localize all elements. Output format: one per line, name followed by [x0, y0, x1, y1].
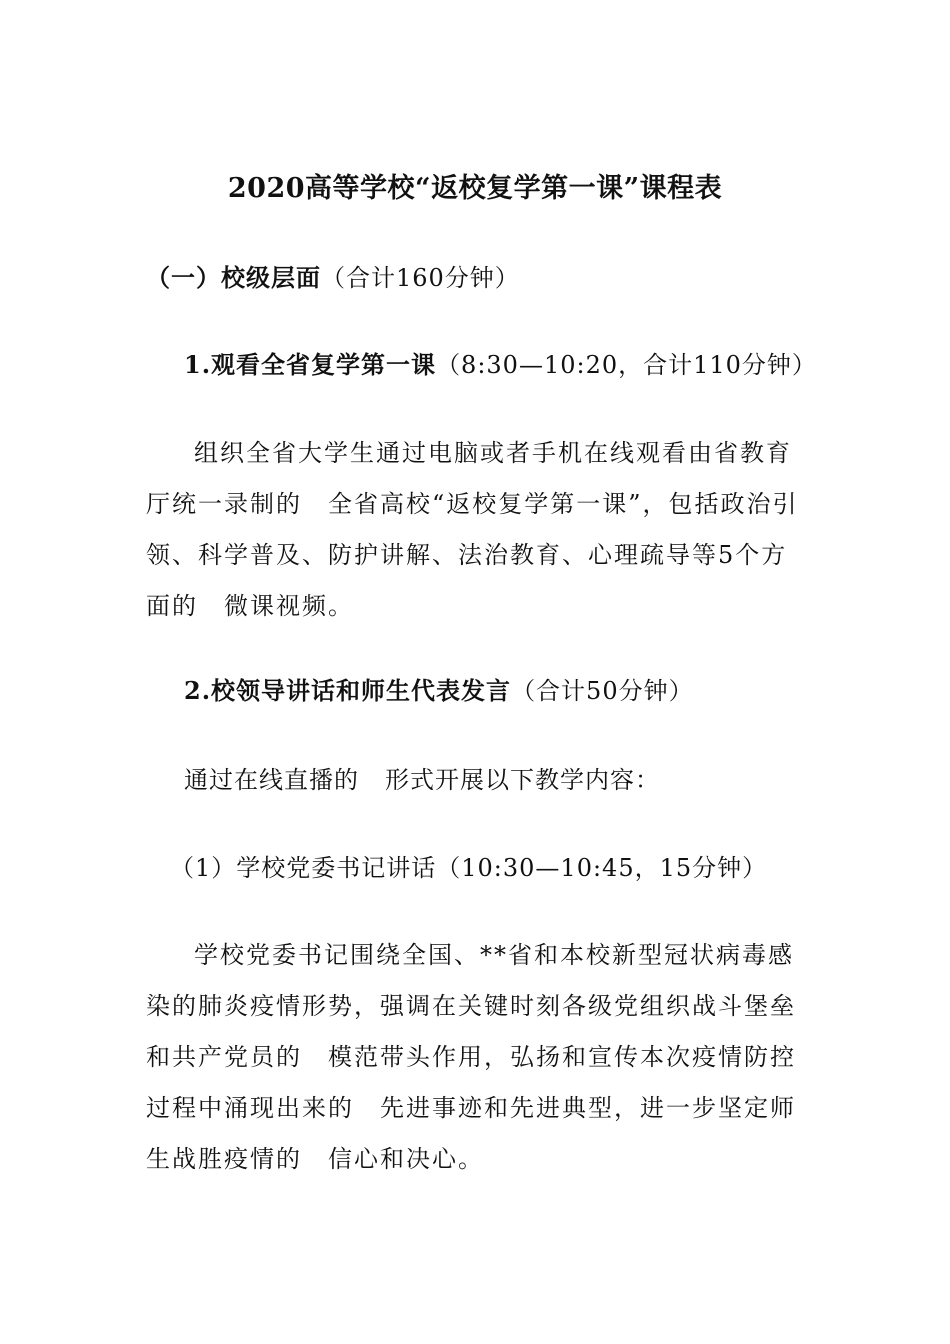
item2-heading-bold: 2.校领导讲话和师生代表发言	[184, 676, 512, 705]
sub1-paragraph-part3: 先进事迹和先进典型，进一步坚定师生战胜疫情的	[146, 1094, 796, 1173]
sub1-paragraph-part2: 模范带头作用，弘扬和宣传本次疫情防控过程中涌现出来的	[146, 1043, 796, 1122]
item2-intro	[184, 765, 844, 795]
item2-heading-note: （合计50分钟）	[511, 677, 694, 705]
sub1-paragraph-part4: 信心和决心。	[328, 1145, 484, 1173]
document-title: 2020高等学校“返校复学第一课”课程表	[227, 173, 723, 204]
section1-heading-note: （合计160分钟）	[321, 264, 520, 292]
item1-paragraph-part2: 全省高校“返校复学第一课”，包括政治引领、科学普及、防护讲解、法治教育、心理疏导等5个方面的	[146, 490, 799, 620]
item1-heading-note: （8:30—10:20，合计110分钟）	[436, 351, 817, 379]
section1-heading-bold: （一）校级层面	[146, 263, 321, 292]
item2-intro-part1: 通过在线直播的	[184, 766, 359, 794]
sub1-paragraph-part1: 学校党委书记围绕全国、**省和本校新型冠状病毒感染的肺炎疫情形势，强调在关键时刻各级党组织战斗堡垒和共产党员的	[146, 941, 796, 1071]
item1-paragraph	[146, 428, 808, 632]
item1-paragraph-part3: 微课视频。	[224, 592, 354, 620]
item2-heading	[184, 676, 844, 706]
item1-paragraph-part1: 组织全省大学生通过电脑或者手机在线观看由省教育厅统一录制的	[146, 439, 792, 518]
sub1-heading: （1）学校党委书记讲话（10:30—10:45，15分钟）	[170, 854, 768, 882]
sub1-paragraph	[146, 930, 808, 1185]
section1-heading	[146, 263, 806, 293]
item1-heading-bold: 1.观看全省复学第一课	[184, 350, 437, 379]
item1-heading	[184, 350, 844, 380]
item2-intro-part2: 形式开展以下教学内容：	[385, 766, 660, 794]
